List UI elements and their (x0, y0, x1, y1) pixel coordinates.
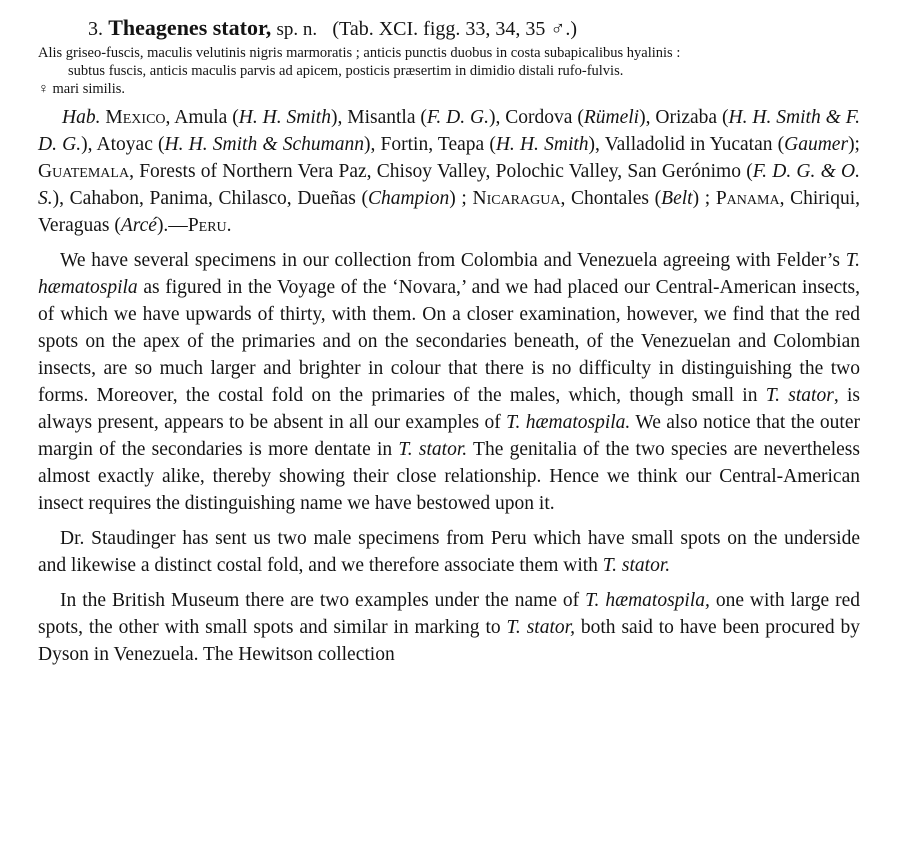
hab-text: ), Cordova ( (488, 107, 584, 128)
collector: H. H. Smith & F. D. G. (38, 107, 860, 155)
collector: Arcé (120, 215, 157, 236)
hab-text: ) ; (692, 188, 716, 209)
hab-text: ).— (156, 215, 188, 236)
latin-diagnosis-line-2: subtus fuscis, anticis maculis parvis ad apicem, posticis præsertim in dimidio distali rufo-fulvis. (68, 63, 624, 79)
species-heading (88, 14, 860, 44)
latin-diagnosis-line-1: Alis griseo-fuscis, maculis velutinis nigris marmoratis ; anticis punctis duobus in costa subapicalibus hyalinis : (38, 45, 681, 61)
species-number: 3. (88, 18, 103, 40)
species-status: sp. n. (276, 19, 318, 40)
hab-text: ), Atoyac ( (81, 134, 165, 155)
country-peru: Peru (187, 215, 227, 236)
collector: H. H. Smith & Schumann (164, 134, 364, 155)
collector: H. H. Smith (238, 107, 331, 128)
para-text: The genitalia of the two species are nevertheless almost exactly alike, thereby showing their close relationship. Hence we think our Central-American insect requires the distinguishing name we have bestowed upon it. (38, 439, 860, 514)
hab-text: ), Fortin, Teapa ( (363, 134, 496, 155)
hab-text: ), Valladolid in Yucatan ( (588, 134, 785, 155)
collector: Rümeli (583, 107, 640, 128)
hab-label: Hab. (62, 107, 101, 128)
country-guatemala: Guatemala (38, 161, 130, 182)
species-ref: T. hæmatospila. (506, 412, 631, 433)
hab-text: ); (848, 134, 860, 155)
habitat-paragraph (38, 104, 860, 239)
species-ref: T. stator (765, 385, 834, 406)
collector: Gaumer (784, 134, 849, 155)
paragraph-british-museum (38, 587, 860, 668)
para-text: Dr. Staudinger has sent us two male specimens from Peru which have small spots on the underside and likewise a distinct costal fold, and we therefore associate them with (38, 528, 860, 576)
species-name: Theagenes stator, (108, 15, 272, 40)
para-text: We have several specimens in our collection from Colombia and Venezuela agreeing with Felder’s (60, 250, 846, 271)
hab-text: , Chontales ( (560, 188, 662, 209)
species-ref: T. hæmatospila, (585, 590, 710, 611)
country-mexico: Mexico (105, 107, 166, 128)
plate-reference: (Tab. XCI. figg. 33, 34, 35 ♂.) (332, 18, 578, 40)
para-text: as figured in the Voyage of the ‘Novara,’ and we had placed our Central-American insects, of which we have upwards of thirty, with them. On a closer examination, however, we find that the red spots on the apex of the primaries and on the secondaries beneath, of the Venezuelan and Colombian insects, are so much larger and brighter in colour that there is no difficulty in distinguishing the two forms. Moreover, the costal fold on the primaries of the males, which, though small in (38, 277, 860, 406)
hab-text: ), Misantla ( (330, 107, 427, 128)
hab-text: , Forests of Northern Vera Paz, Chisoy Valley, Polochic Valley, San Gerónimo ( (129, 161, 753, 182)
hab-text: , Amula ( (165, 107, 239, 128)
collector: F. D. G. & O. S. (38, 161, 861, 209)
para-text: , is always present, appears to be absent in all our examples of (38, 385, 860, 433)
country-nicaragua: Nicaragua (472, 188, 561, 209)
collector: Champion (367, 188, 450, 209)
paragraph-staudinger (38, 525, 860, 579)
hab-text: . (226, 215, 232, 236)
para-text: one with large red spots, the other with small spots and similar in marking to (38, 590, 861, 638)
hab-text: ), Cahabon, Panima, Chilasco, Dueñas ( (52, 188, 368, 209)
collector: F. D. G. (426, 107, 489, 128)
species-ref: T. stator. (602, 555, 671, 576)
paragraph-comparison (38, 247, 860, 517)
latin-diagnosis-female: ♀ mari similis. (38, 81, 125, 97)
species-ref: T. stator, (506, 617, 575, 638)
para-text: We also notice that the outer margin of the secondaries is more dentate in (38, 412, 860, 460)
para-text: both said to have been procured by Dyson in Venezuela. The Hewitson collection (38, 617, 860, 665)
country-panama: Panama (715, 188, 780, 209)
species-ref: T. hæmatospila (38, 250, 860, 298)
hab-text: , Chiriqui, Veraguas ( (38, 188, 860, 236)
species-ref: T. stator. (398, 439, 468, 460)
collector: Belt (661, 188, 693, 209)
hab-text: ) ; (449, 188, 473, 209)
collector: H. H. Smith (495, 134, 589, 155)
hab-text: ), Orizaba ( (639, 107, 729, 128)
para-text: In the British Museum there are two examples under the name of (60, 590, 586, 611)
